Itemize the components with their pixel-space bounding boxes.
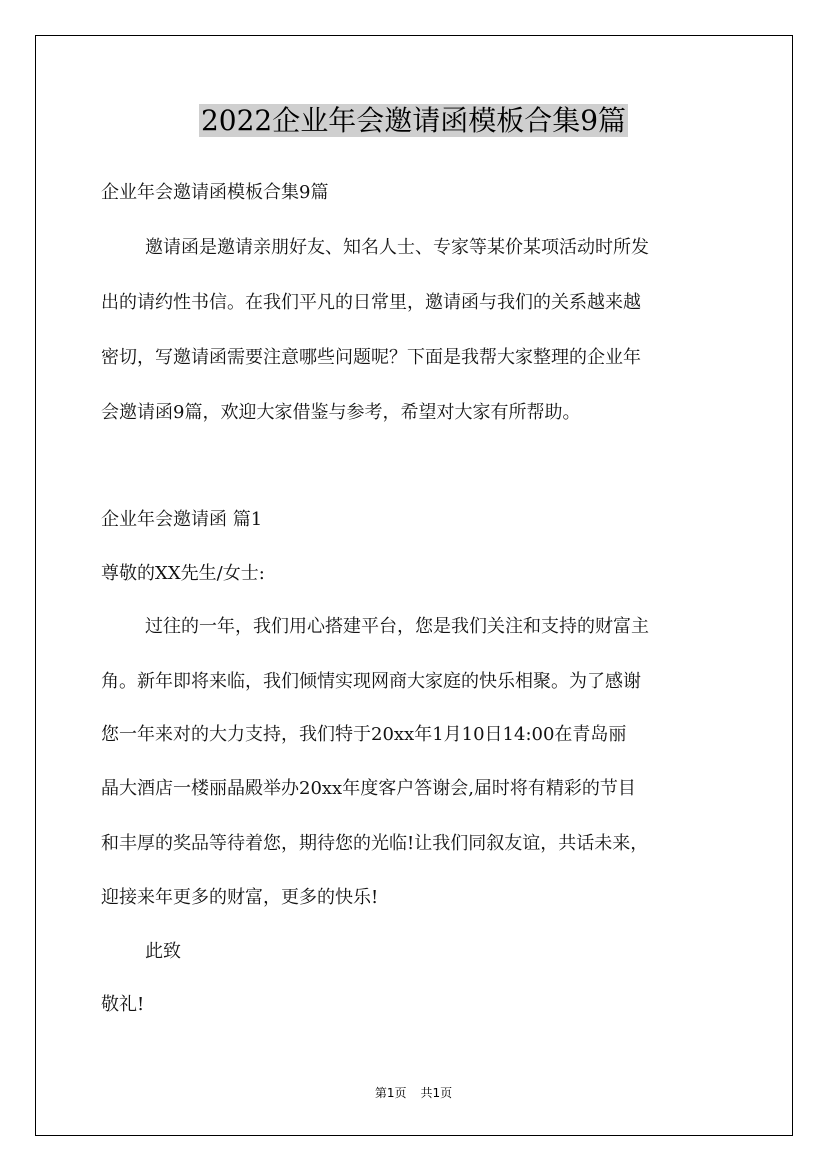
body-line-6: 迎接来年更多的财富，更多的快乐! [101, 887, 379, 908]
subtitle: 企业年会邀请函模板合集9篇 [101, 182, 329, 203]
body-line-5: 和丰厚的奖品等待着您，期待您的光临!让我们同叙友谊，共话未来， [101, 833, 649, 854]
page-footer [0, 1084, 827, 1101]
page-number: 第1页 [374, 1086, 407, 1100]
body-line-4: 晶大酒店一楼丽晶殿举办20xx年度客户答谢会,届时将有精彩的节目 [101, 778, 636, 799]
document-title [0, 101, 827, 141]
body-line-1: 过往的一年，我们用心搭建平台，您是我们关注和支持的财富主 [145, 616, 649, 637]
regards: 敬礼! [101, 994, 145, 1015]
closing: 此致 [145, 941, 181, 962]
section-heading: 企业年会邀请函 篇1 [101, 509, 263, 530]
document-title-text: 2022企业年会邀请函模板合集9篇 [200, 104, 627, 137]
intro-line-2: 出的请约性书信。在我们平凡的日常里，邀请函与我们的关系越来越 [101, 292, 641, 313]
salutation: 尊敬的XX先生/女士: [101, 563, 265, 584]
intro-line-1: 邀请函是邀请亲朋好友、知名人士、专家等某价某项活动时所发 [145, 237, 649, 258]
body-line-3: 您一年来对的大力支持，我们特于20xx年1月10日14:00在青岛丽 [101, 724, 627, 745]
page-total: 共1页 [420, 1086, 453, 1100]
body-line-2: 角。新年即将来临，我们倾情实现网商大家庭的快乐相聚。为了感谢 [101, 671, 641, 692]
intro-line-4: 会邀请函9篇，欢迎大家借鉴与参考，希望对大家有所帮助。 [101, 402, 581, 423]
intro-line-3: 密切，写邀请函需要注意哪些问题呢？下面是我帮大家整理的企业年 [101, 347, 641, 368]
